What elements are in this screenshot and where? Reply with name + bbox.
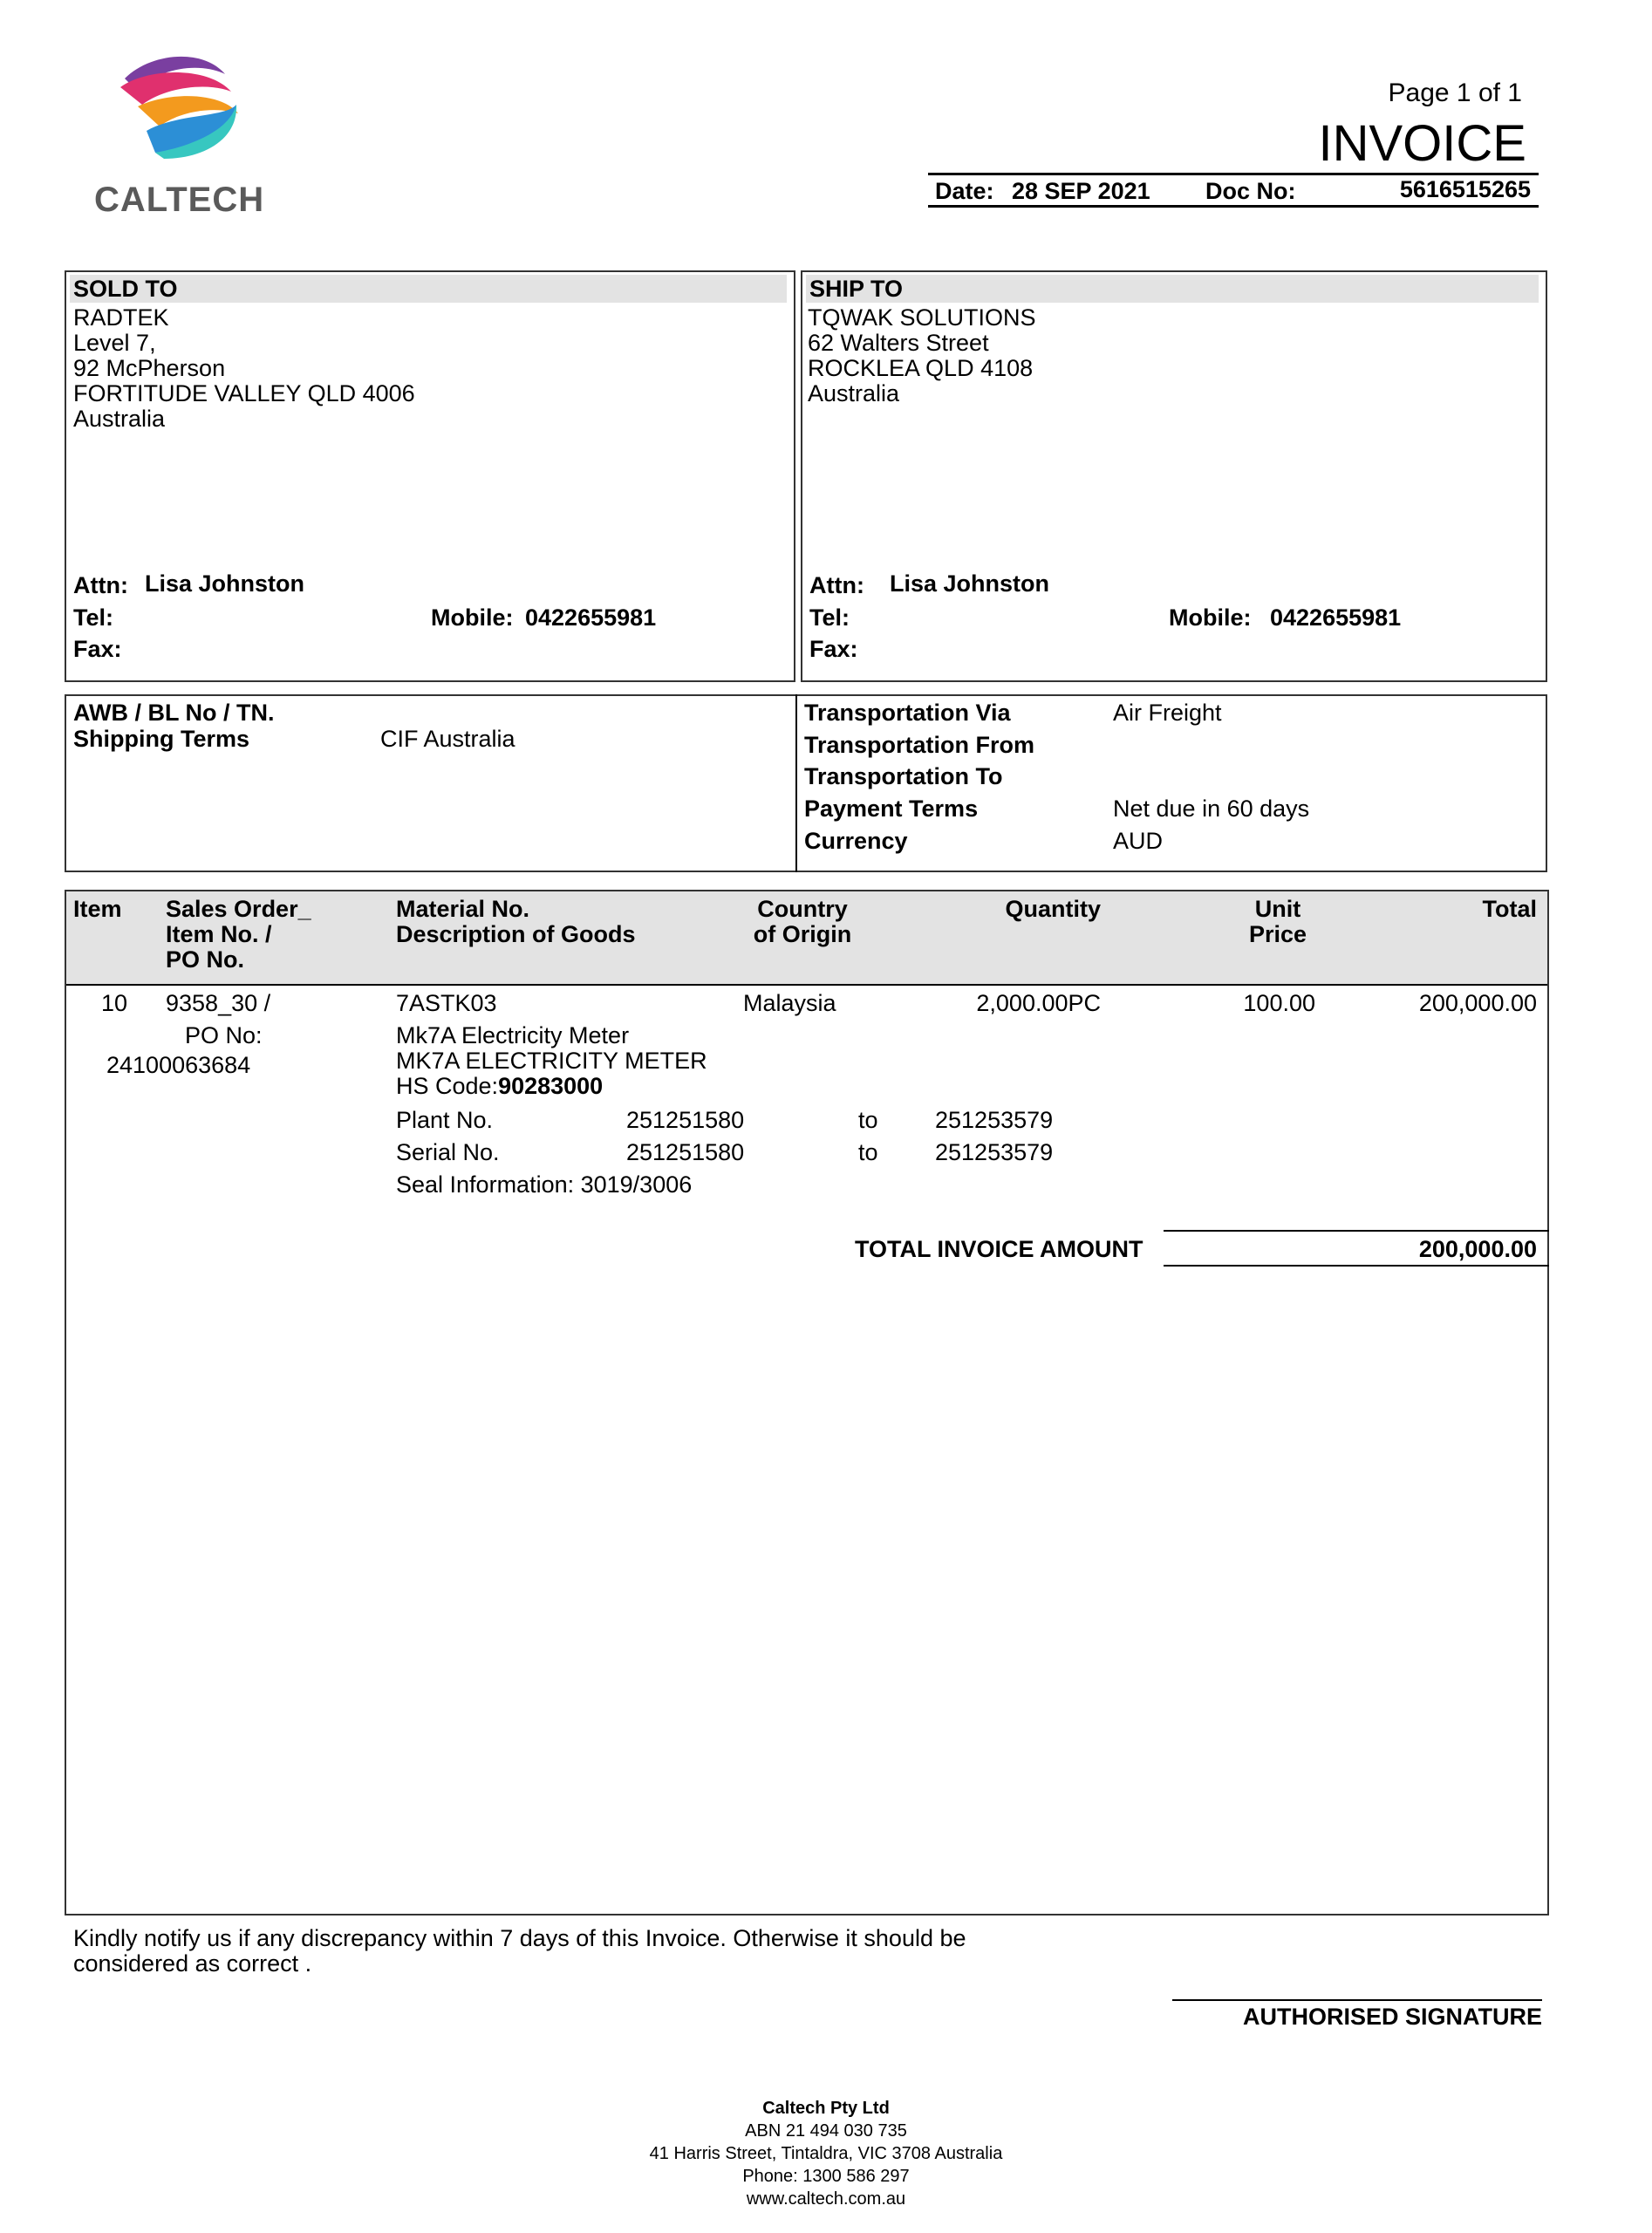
cell-description — [396, 1023, 707, 1099]
footer-address: 41 Harris Street, Tintaldra, VIC 3708 Australia — [649, 2144, 1003, 2163]
plant-no-to-word: to — [858, 1107, 878, 1133]
header-line-text: Price — [1248, 921, 1307, 947]
logo-text: CALTECH — [94, 181, 265, 219]
col-header-total: Total — [1482, 896, 1537, 922]
header-line-text: PO No. — [166, 946, 245, 973]
address-line: ROCKLEA QLD 4108 — [808, 355, 1034, 381]
date-value: 28 SEP 2021 — [1012, 178, 1150, 204]
logo-swirl-icon — [107, 44, 247, 161]
header-line-text: of Origin — [753, 921, 852, 947]
header-line-text: Description of Goods — [396, 921, 636, 947]
serial-no-to-word: to — [858, 1139, 878, 1165]
col-header-unit-price — [1204, 897, 1352, 947]
address-line: TQWAK SOLUTIONS — [808, 304, 1036, 331]
sold-to-attn-label: Attn: — [73, 572, 128, 598]
total-line-top — [1164, 1230, 1549, 1232]
doc-no-value: 5616515265 — [1399, 176, 1531, 202]
cell-material-no: 7ASTK03 — [396, 990, 497, 1016]
header-line-text: Country — [757, 896, 848, 922]
page-number: Page 1 of 1 — [1388, 79, 1522, 107]
payment-terms-value: Net due in 60 days — [1113, 796, 1310, 822]
address-line: Level 7, — [73, 330, 156, 356]
footer-website: www.caltech.com.au — [746, 2189, 906, 2209]
total-invoice-value: 200,000.00 — [1418, 1236, 1537, 1262]
company-logo — [94, 44, 269, 227]
cell-item: 10 — [101, 990, 128, 1016]
footer-phone: Phone: 1300 586 297 — [742, 2167, 910, 2186]
hs-code-label: HS Code: — [396, 1073, 499, 1099]
header-line-bottom — [928, 205, 1539, 208]
notice-line: Kindly notify us if any discrepancy within 7 days of this Invoice. Otherwise it should be — [73, 1925, 966, 1951]
authorised-signature: AUTHORISED SIGNATURE — [1242, 2004, 1542, 2030]
total-invoice-label: TOTAL INVOICE AMOUNT — [855, 1236, 1143, 1262]
cell-po-value: 24100063684 — [106, 1052, 251, 1078]
ship-to-fax-label: Fax: — [809, 636, 858, 662]
payment-terms-label: Payment Terms — [804, 796, 979, 822]
shipping-divider — [795, 694, 797, 872]
cell-sales-order: 9358_30 / — [166, 990, 271, 1016]
address-line: RADTEK — [73, 304, 169, 331]
doc-no-label: Doc No: — [1205, 178, 1296, 204]
plant-no-label: Plant No. — [396, 1107, 494, 1133]
cell-po-label: PO No: — [185, 1022, 263, 1048]
currency-value: AUD — [1113, 828, 1164, 854]
address-line: 92 McPherson — [73, 355, 226, 381]
footer-company-name: Caltech Pty Ltd — [762, 2099, 890, 2118]
description-line: Mk7A Electricity Meter — [396, 1022, 630, 1048]
discrepancy-notice — [73, 1926, 966, 1977]
sold-to-fax-label: Fax: — [73, 636, 122, 662]
plant-no-from: 251251580 — [626, 1107, 745, 1133]
footer-abn: ABN 21 494 030 735 — [745, 2121, 907, 2141]
col-header-sales-order — [166, 897, 311, 973]
ship-to-address — [808, 305, 1036, 406]
notice-line: considered as correct . — [73, 1950, 312, 1977]
header-line-top — [928, 173, 1539, 175]
sold-to-attn-value: Lisa Johnston — [145, 570, 305, 597]
serial-no-label: Serial No. — [396, 1139, 500, 1165]
signature-line — [1172, 1999, 1542, 2001]
currency-label: Currency — [804, 828, 908, 854]
sold-to-mobile-value: 0422655981 — [525, 604, 657, 631]
col-header-country — [715, 897, 890, 947]
ship-to-attn-value: Lisa Johnston — [890, 570, 1050, 597]
description-line: MK7A ELECTRICITY METER — [396, 1048, 707, 1074]
address-line: 62 Walters Street — [808, 330, 989, 356]
transport-via-label: Transportation Via — [804, 700, 1011, 726]
serial-no-from: 251251580 — [626, 1139, 745, 1165]
header-line-text: Material No. — [396, 896, 530, 922]
items-table — [65, 890, 1549, 1915]
awb-label: AWB / BL No / TN. — [73, 700, 275, 726]
hs-code-value: 90283000 — [498, 1073, 604, 1099]
transport-via-value: Air Freight — [1113, 700, 1222, 726]
ship-to-tel-label: Tel: — [809, 604, 850, 631]
sold-to-mobile-label: Mobile: — [431, 604, 514, 631]
serial-no-to: 251253579 — [935, 1139, 1054, 1165]
transport-to-label: Transportation To — [804, 763, 1003, 789]
plant-no-to: 251253579 — [935, 1107, 1054, 1133]
address-line: Australia — [73, 406, 166, 432]
header-line-text: Item No. / — [166, 921, 272, 947]
ship-to-mobile-label: Mobile: — [1169, 604, 1252, 631]
table-header-line — [66, 984, 1547, 986]
transport-from-label: Transportation From — [804, 732, 1035, 758]
ship-to-heading-bar — [806, 275, 1539, 303]
cell-quantity: 2,000.00PC — [976, 990, 1101, 1016]
col-header-material — [396, 897, 636, 947]
address-line: FORTITUDE VALLEY QLD 4006 — [73, 380, 415, 406]
sold-to-address — [73, 305, 415, 432]
hs-code — [396, 1074, 707, 1099]
sold-to-tel-label: Tel: — [73, 604, 113, 631]
invoice-title: INVOICE — [1318, 115, 1526, 172]
ship-to-attn-label: Attn: — [809, 572, 864, 598]
address-line: Australia — [808, 380, 900, 406]
ship-to-heading: SHIP TO — [809, 276, 904, 302]
header-line-text: Unit — [1254, 896, 1301, 922]
company-footer — [564, 2097, 1088, 2210]
seal-information: Seal Information: 3019/3006 — [396, 1171, 693, 1198]
shipping-terms-label: Shipping Terms — [73, 726, 250, 752]
header-line-text: Sales Order_ — [166, 896, 311, 922]
cell-country: Malaysia — [743, 990, 836, 1016]
ship-to-mobile-value: 0422655981 — [1270, 604, 1402, 631]
cell-total: 200,000.00 — [1418, 990, 1537, 1016]
date-label: Date: — [935, 178, 994, 204]
total-line-bottom — [1164, 1265, 1549, 1267]
shipping-terms-value: CIF Australia — [380, 726, 515, 752]
cell-unit-price: 100.00 — [1243, 990, 1315, 1016]
sold-to-heading: SOLD TO — [73, 276, 178, 302]
col-header-item: Item — [73, 896, 122, 922]
col-header-quantity: Quantity — [1005, 896, 1101, 922]
